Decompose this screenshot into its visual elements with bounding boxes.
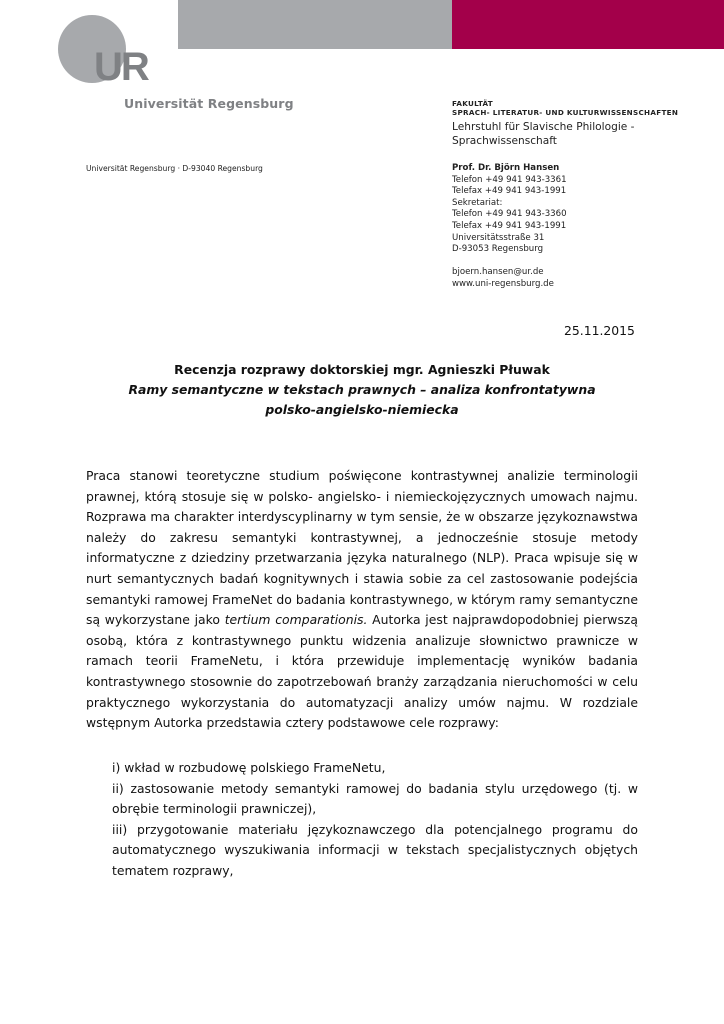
sender-address: Universität Regensburg · D-93040 Regensburg: [86, 164, 263, 173]
email-link[interactable]: bjoern.hansen@ur.de: [452, 267, 544, 278]
body-italic-term: tertium comparationis.: [224, 612, 368, 628]
header-red-bar: [452, 0, 724, 49]
list-item: i) wkład w rozbudowę polskiego FrameNetu,: [112, 760, 386, 775]
secretariat-phone: Telefon +49 941 943-3360: [452, 209, 567, 220]
contact-block: [452, 163, 567, 291]
body-text-part-1: Praca stanowi teoretyczne studium poświęcone kontrastywnej analizie terminologii prawnej, którą stosuje się w polsko- angielsko- i niemieckojęzycznych umowach najmu. Rozprawa ma charakter interdyscyplinarny w tym sensie, że w obszarze językoznawstwa należy do zakresu semantyki kontrastywnej, a jednocześnie stosuje metody informatyczne z dziedziny przetwarzania języka naturalnego (NLP). Praca wpisuje się w nurt semantycznych badań kognitywnych i stawia sobie za cel zastosowanie podejścia semantyki ramowej FrameNet do badania kontrastywnego, w którym ramy semantyczne są wykorzystane jako: [86, 468, 638, 628]
faculty-name: SPRACH- LITERATUR- UND KULTURWISSENSCHAFTEN: [452, 107, 679, 117]
title-line-1: Recenzja rozprawy doktorskiej mgr. Agnieszki Płuwak: [174, 362, 550, 377]
university-logo: [56, 14, 166, 94]
list-item: iii) przygotowanie materiału językoznawczego dla potencjalnego programu do automatycznego wyszukiwania informacji w tekstach specjalistycznych objętych tematem rozprawy,: [112, 821, 638, 878]
secretariat-label: Sekretariat:: [452, 197, 503, 208]
header-gray-bar: [178, 0, 452, 49]
website-link[interactable]: www.uni-regensburg.de: [452, 278, 554, 289]
list-item: ii) zastosowanie metody semantyki ramowej do badania stylu urzędowego (tj. w obrębie terminologii prawniczej),: [112, 780, 638, 817]
title-line-2: Ramy semantyczne w tekstach prawnych – analiza konfrontatywna: [128, 382, 596, 397]
city-address: D-93053 Regensburg: [452, 244, 544, 255]
university-name: Universität Regensburg: [124, 96, 294, 111]
street-address: Universitätsstraße 31: [452, 232, 545, 243]
faculty-label: FAKULTÄT: [452, 99, 493, 108]
goals-list: [112, 758, 638, 882]
logo-text: UR: [94, 45, 148, 89]
body-text-part-2: Autorka jest najprawdopodobniej pierwszą osobą, która z kontrastywnego punktu widzenia analizuje słownictwo prawnicze w ramach teorii FrameNetu, i która przewiduje implementację wyników badania kontrastywnego stosownie do zapotrzebowań branży zarządzania nieruchomości w celu praktycznego wykorzystania do automatyzacji analizy umów najmu. W rozdziale wstępnym Autorka przedstawia cztery podstawowe cele rozprawy:: [86, 612, 638, 731]
professor-phone: Telefon +49 941 943-3361: [452, 174, 567, 185]
professor-fax: Telefax +49 941 943-1991: [452, 186, 567, 197]
letter-date: 25.11.2015: [564, 323, 635, 338]
chair-name: Lehrstuhl für Slavische Philologie - Sprachwissenschaft: [452, 121, 635, 147]
professor-name: Prof. Dr. Björn Hansen: [452, 163, 560, 173]
body-paragraph: [86, 466, 638, 734]
review-title: [86, 360, 638, 420]
title-line-3: polsko-angielsko-niemiecka: [265, 402, 459, 417]
faculty-block: [452, 100, 678, 117]
secretariat-fax: Telefax +49 941 943-1991: [452, 220, 567, 231]
